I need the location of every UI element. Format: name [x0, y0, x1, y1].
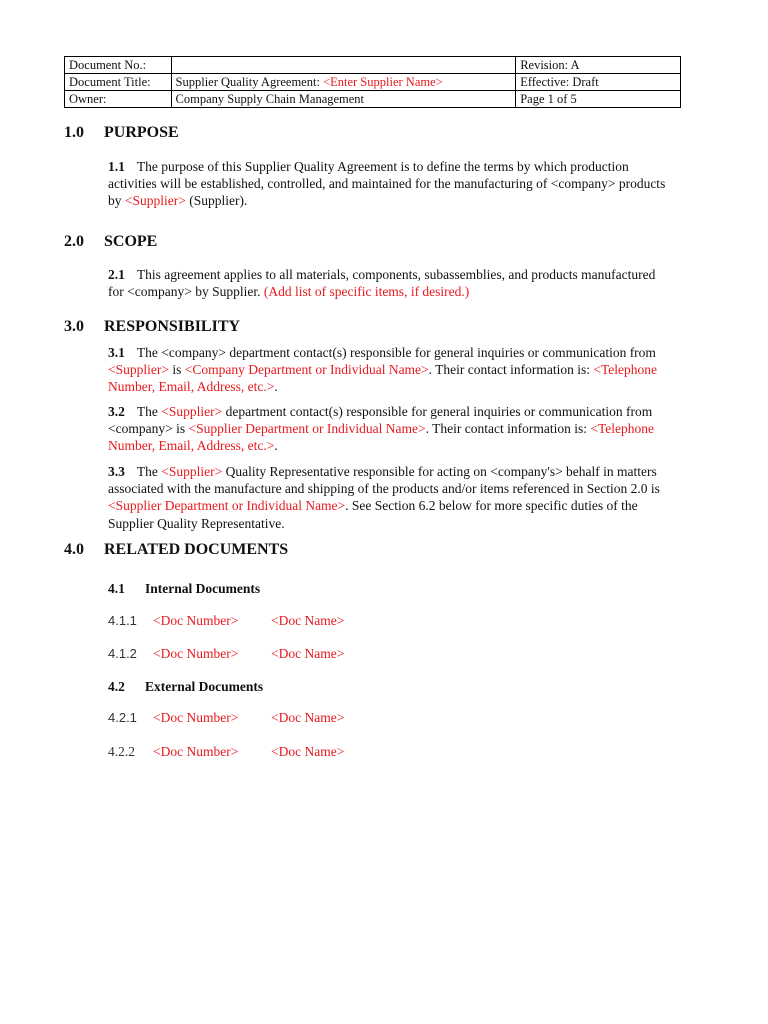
placeholder-contact-info: <Telephone Number, Email, Address, etc.> [108, 362, 658, 395]
header-row-doc-title [65, 74, 681, 91]
paragraph-number: 3.1 [108, 345, 125, 360]
doc-name-placeholder: <Doc Name> [271, 744, 345, 759]
doc-row-4-2-1 [108, 709, 344, 726]
paragraph-3-1 [108, 344, 673, 396]
placeholder-supplier: <Supplier> [161, 404, 223, 419]
effective: Effective: Draft [516, 74, 681, 91]
paragraph-text: is [168, 362, 185, 378]
section-number: 2.0 [64, 233, 84, 250]
subheading-internal-documents [108, 580, 260, 597]
paragraph-text: department contact(s) responsible for general inquiries or communication from <company> is [108, 404, 653, 437]
section-title: SCOPE [104, 233, 158, 250]
section-number: 1.0 [64, 124, 84, 141]
section-heading-scope [64, 233, 157, 251]
doc-number-placeholder: <Doc Number> [153, 744, 239, 759]
doc-row-4-1-1 [108, 612, 344, 629]
doc-title-placeholder: <Enter Supplier Name> [323, 74, 443, 89]
doc-name-placeholder: <Doc Name> [271, 613, 345, 628]
paragraph-text: . Their contact information is: [425, 421, 591, 437]
placeholder-supplier-contact: <Supplier Department or Individual Name> [108, 498, 346, 514]
subsection-number: 4.2 [108, 679, 125, 694]
placeholder-supplier: <Supplier> [108, 362, 169, 378]
paragraph-text: Quality Representative responsible for acting on <company's> behalf in matters associated with the manufacture and shipping of the products and/or items referenced in Section 2.0 is [108, 464, 660, 497]
doc-row-4-1-2 [108, 645, 344, 662]
doc-title-prefix: Supplier Quality Agreement: [175, 74, 324, 89]
paragraph-text: The [136, 464, 162, 479]
subsection-title: External Documents [145, 679, 264, 694]
section-heading-related-documents [64, 541, 288, 559]
revision: Revision: A [516, 57, 681, 74]
paragraph-number: 3.2 [108, 404, 125, 419]
page-number: Page 1 of 5 [516, 91, 681, 108]
doc-name-placeholder: <Doc Name> [271, 646, 345, 661]
placeholder-item-list: (Add list of specific items, if desired.) [263, 284, 470, 300]
paragraph-text: . See Section 6.2 below for more specific duties of the Supplier Quality Representative. [108, 498, 638, 531]
doc-row-number: 4.2.1 [108, 710, 137, 725]
paragraph-1-1 [108, 158, 673, 210]
paragraph-text: The [136, 404, 162, 419]
paragraph-3-3 [108, 463, 673, 532]
subheading-external-documents [108, 678, 263, 695]
section-title: RESPONSIBILITY [104, 318, 241, 335]
doc-row-number: 4.1.1 [108, 613, 137, 628]
section-heading-responsibility [64, 318, 240, 336]
paragraph-3-2 [108, 403, 673, 455]
placeholder-supplier-contact: <Supplier Department or Individual Name> [188, 421, 426, 437]
placeholder-contact-info: <Telephone Number, Email, Address, etc.> [108, 421, 655, 454]
doc-row-number: 4.1.2 [108, 646, 137, 661]
doc-name-placeholder: <Doc Name> [271, 710, 345, 725]
owner-value: Company Supply Chain Management [171, 91, 516, 108]
paragraph-text: This agreement applies to all materials, components, subassemblies, and products manufactured for <company> by Supplier. [108, 267, 656, 300]
paragraph-number: 1.1 [108, 159, 125, 174]
section-heading-purpose [64, 124, 179, 142]
doc-no-value [171, 57, 516, 74]
section-title: RELATED DOCUMENTS [104, 541, 289, 558]
doc-title-value [171, 74, 516, 91]
placeholder-supplier: <Supplier> [124, 193, 186, 209]
owner-label: Owner: [65, 91, 172, 108]
doc-number-placeholder: <Doc Number> [153, 710, 239, 725]
doc-title-label: Document Title: [65, 74, 172, 91]
paragraph-text: The purpose of this Supplier Quality Agreement is to define the terms by which production activities will be established, controlled, and maintained for the manufacturing of <company> products by [108, 159, 666, 209]
doc-row-number: 4.2.2 [108, 744, 135, 759]
paragraph-number: 2.1 [108, 267, 125, 282]
doc-number-placeholder: <Doc Number> [153, 613, 239, 628]
paragraph-text: . [274, 379, 278, 395]
doc-number-placeholder: <Doc Number> [153, 646, 239, 661]
header-row-doc-no [65, 57, 681, 74]
paragraph-text: . Their contact information is: [428, 362, 594, 378]
subsection-title: Internal Documents [145, 581, 261, 596]
paragraph-2-1 [108, 266, 673, 300]
section-number: 4.0 [64, 541, 84, 558]
paragraph-number: 3.3 [108, 464, 125, 479]
header-row-owner [65, 91, 681, 108]
document-header-table [64, 56, 681, 108]
doc-row-4-2-2 [108, 743, 344, 760]
subsection-number: 4.1 [108, 581, 125, 596]
placeholder-company-contact: <Company Department or Individual Name> [184, 362, 429, 378]
section-title: PURPOSE [104, 124, 179, 141]
paragraph-text: The <company> department contact(s) responsible for general inquiries or communication from [136, 345, 656, 360]
section-number: 3.0 [64, 318, 84, 335]
placeholder-supplier: <Supplier> [161, 464, 223, 479]
paragraph-text: . [274, 438, 278, 454]
doc-no-label: Document No.: [65, 57, 172, 74]
paragraph-text: (Supplier). [185, 193, 248, 209]
